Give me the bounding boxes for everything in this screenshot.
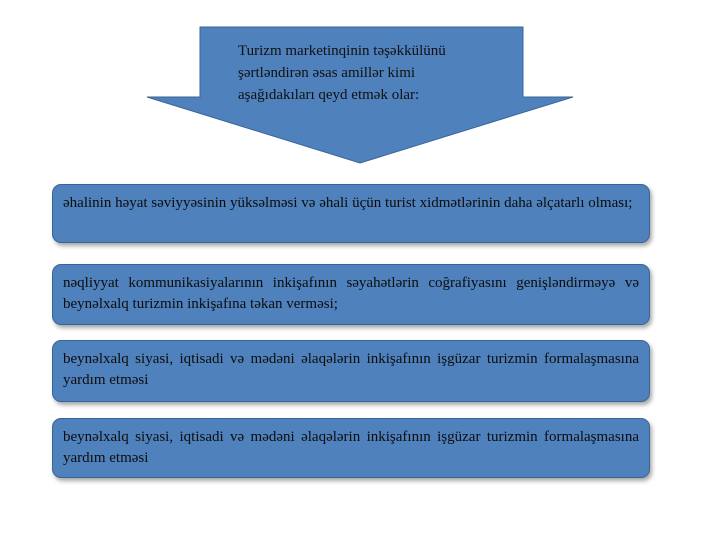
factor-text-3: beynəlxalq siyasi, iqtisadi və mədəni əlaqələrin inkişafının işgüzar turizmin formalaşmasına yardım etməsi [63, 351, 639, 388]
factor-box-3 [52, 340, 650, 402]
factor-box-2 [52, 264, 650, 325]
factor-text-4: beynəlxalq siyasi, iqtisadi və mədəni əlaqələrin inkişafının işgüzar turizmin formalaşmasına yardım etməsi [63, 429, 639, 466]
factor-box-1 [52, 184, 650, 243]
factor-text-2: nəqliyyat kommunikasiyalarının inkişafının səyahətlərin coğrafiyasını genişləndirməyə və beynəlxalq turizmin inkişafına təkan verməsi; [63, 275, 639, 312]
arrow-heading: Turizm marketinqinin təşəkkülünü şərtləndirən əsas amillər kimi aşağıdakıları qeyd etmək olar: [238, 43, 446, 103]
factor-text-1: əhalinin həyat səviyyəsinin yüksəlməsi və əhali üçün turist xidmətlərinin daha əlçatarlı olması; [63, 195, 633, 211]
factor-box-4 [52, 418, 650, 478]
